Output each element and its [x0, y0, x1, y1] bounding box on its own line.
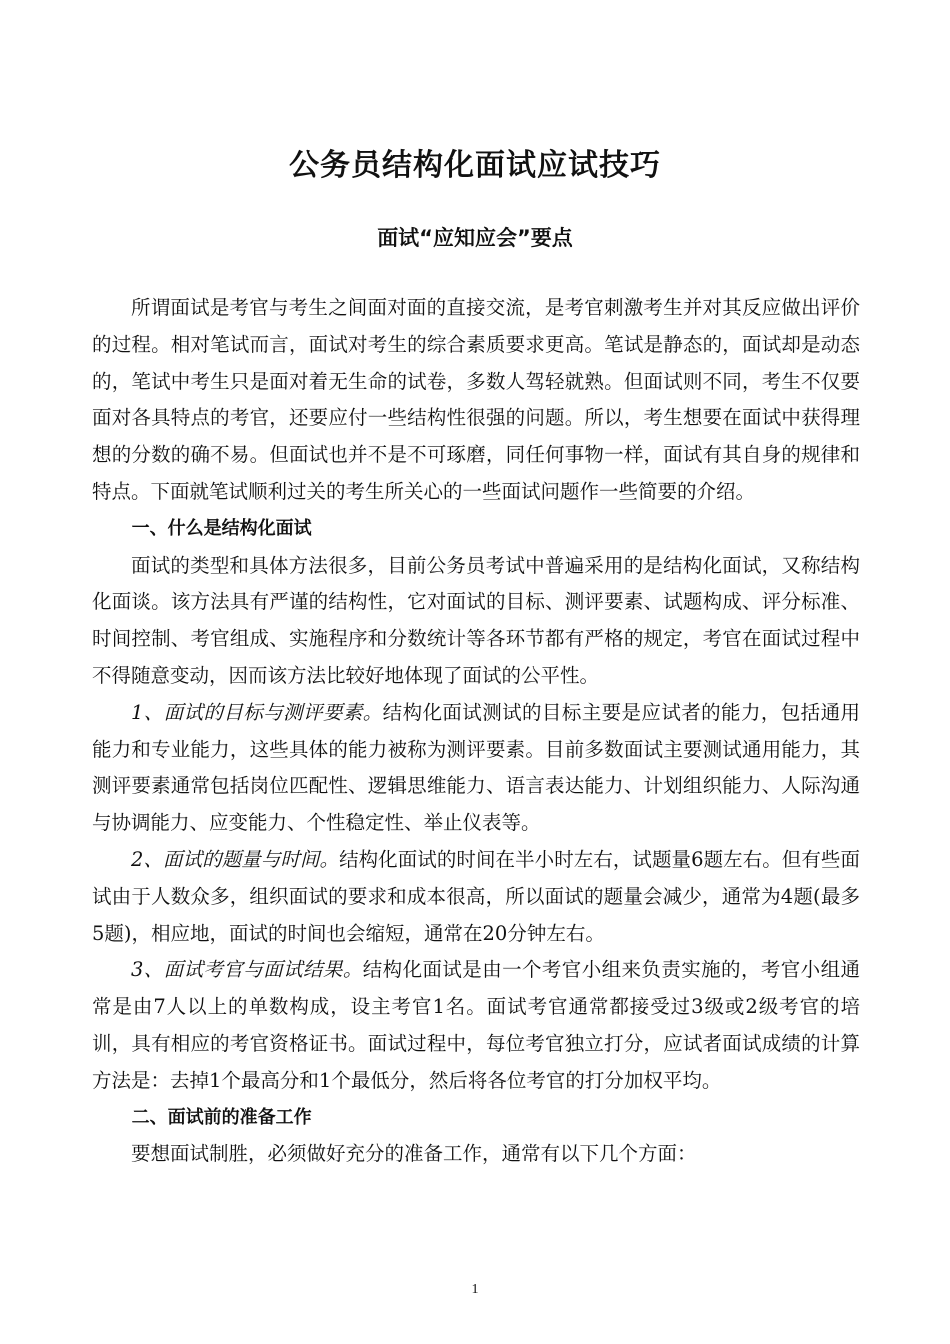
item-3-text: 结构化面试是由一个考官小组来负责实施的，考官小组通常是由7人以上的单数构成，设主考官1名。面试考官通常都接受过3级或2级考官的培训，具有相应的考官资格证书。面试过程中，每位考官独立打分，应试者面试成绩的计算方法是：去掉1个最高分和1个最低分，然后将各位考官的打分加权平均。 [92, 958, 860, 1092]
document-body [92, 290, 860, 1173]
section-2-paragraph: 要想面试制胜，必须做好充分的准备工作，通常有以下几个方面： [131, 1142, 697, 1166]
intro-paragraph: 所谓面试是考官与考生之间面对面的直接交流，是考官刺激考生并对其反应做出评价的过程。相对笔试而言，面试对考生的综合素质要求更高。笔试是静态的，面试却是动态的，笔试中考生只是面对着无生命的试卷，多数人驾轻就熟。但面试则不同，考生不仅要面对各具特点的考官，还要应付一些结构性很强的问题。所以，考生想要在面试中获得理想的分数的确不易。但面试也并不是不可琢磨，同任何事物一样，面试有其自身的规律和特点。下面就笔试顺利过关的考生所关心的一些面试问题作一些简要的介绍。 [92, 296, 860, 503]
page-number: 1 [471, 1282, 479, 1297]
section-1-paragraph: 面试的类型和具体方法很多，目前公务员考试中普遍采用的是结构化面试，又称结构化面谈。该方法具有严谨的结构性，它对面试的目标、测评要素、试题构成、评分标准、时间控制、考官组成、实施程序和分数统计等各环节都有严格的规定，考官在面试过程中不得随意变动，因而该方法比较好地体现了面试的公平性。 [92, 553, 860, 687]
item-2-lead: 2、面试的题量与时间。 [131, 847, 340, 871]
section-1-item-2 [92, 842, 860, 952]
item-1-lead: 1、面试的目标与测评要素。 [131, 700, 383, 724]
document-subtitle: 面试“应知应会”要点 [377, 226, 573, 250]
section-heading-2: 二、面试前的准备工作 [131, 1106, 312, 1128]
document-title: 公务员结构化面试应试技巧 [289, 148, 661, 183]
item-3-lead: 3、面试考官与面试结果。 [131, 958, 363, 982]
section-1-item-1 [92, 695, 860, 842]
section-1-item-3 [92, 952, 860, 1099]
section-heading-1: 一、什么是结构化面试 [131, 517, 312, 539]
item-1-text: 结构化面试测试的目标主要是应试者的能力，包括通用能力和专业能力，这些具体的能力被称为测评要素。目前多数面试主要测试通用能力，其测评要素通常包括岗位匹配性、逻辑思维能力、语言表达能力、计划组织能力、人际沟通与协调能力、应变能力、个性稳定性、举止仪表等。 [92, 700, 860, 835]
item-2-text: 结构化面试的时间在半小时左右，试题量6题左右。但有些面试由于人数众多，组织面试的要求和成本很高，所以面试的题量会减少，通常为4题(最多5题)，相应地，面试的时间也会缩短，通常在20分钟左右。 [92, 847, 860, 945]
